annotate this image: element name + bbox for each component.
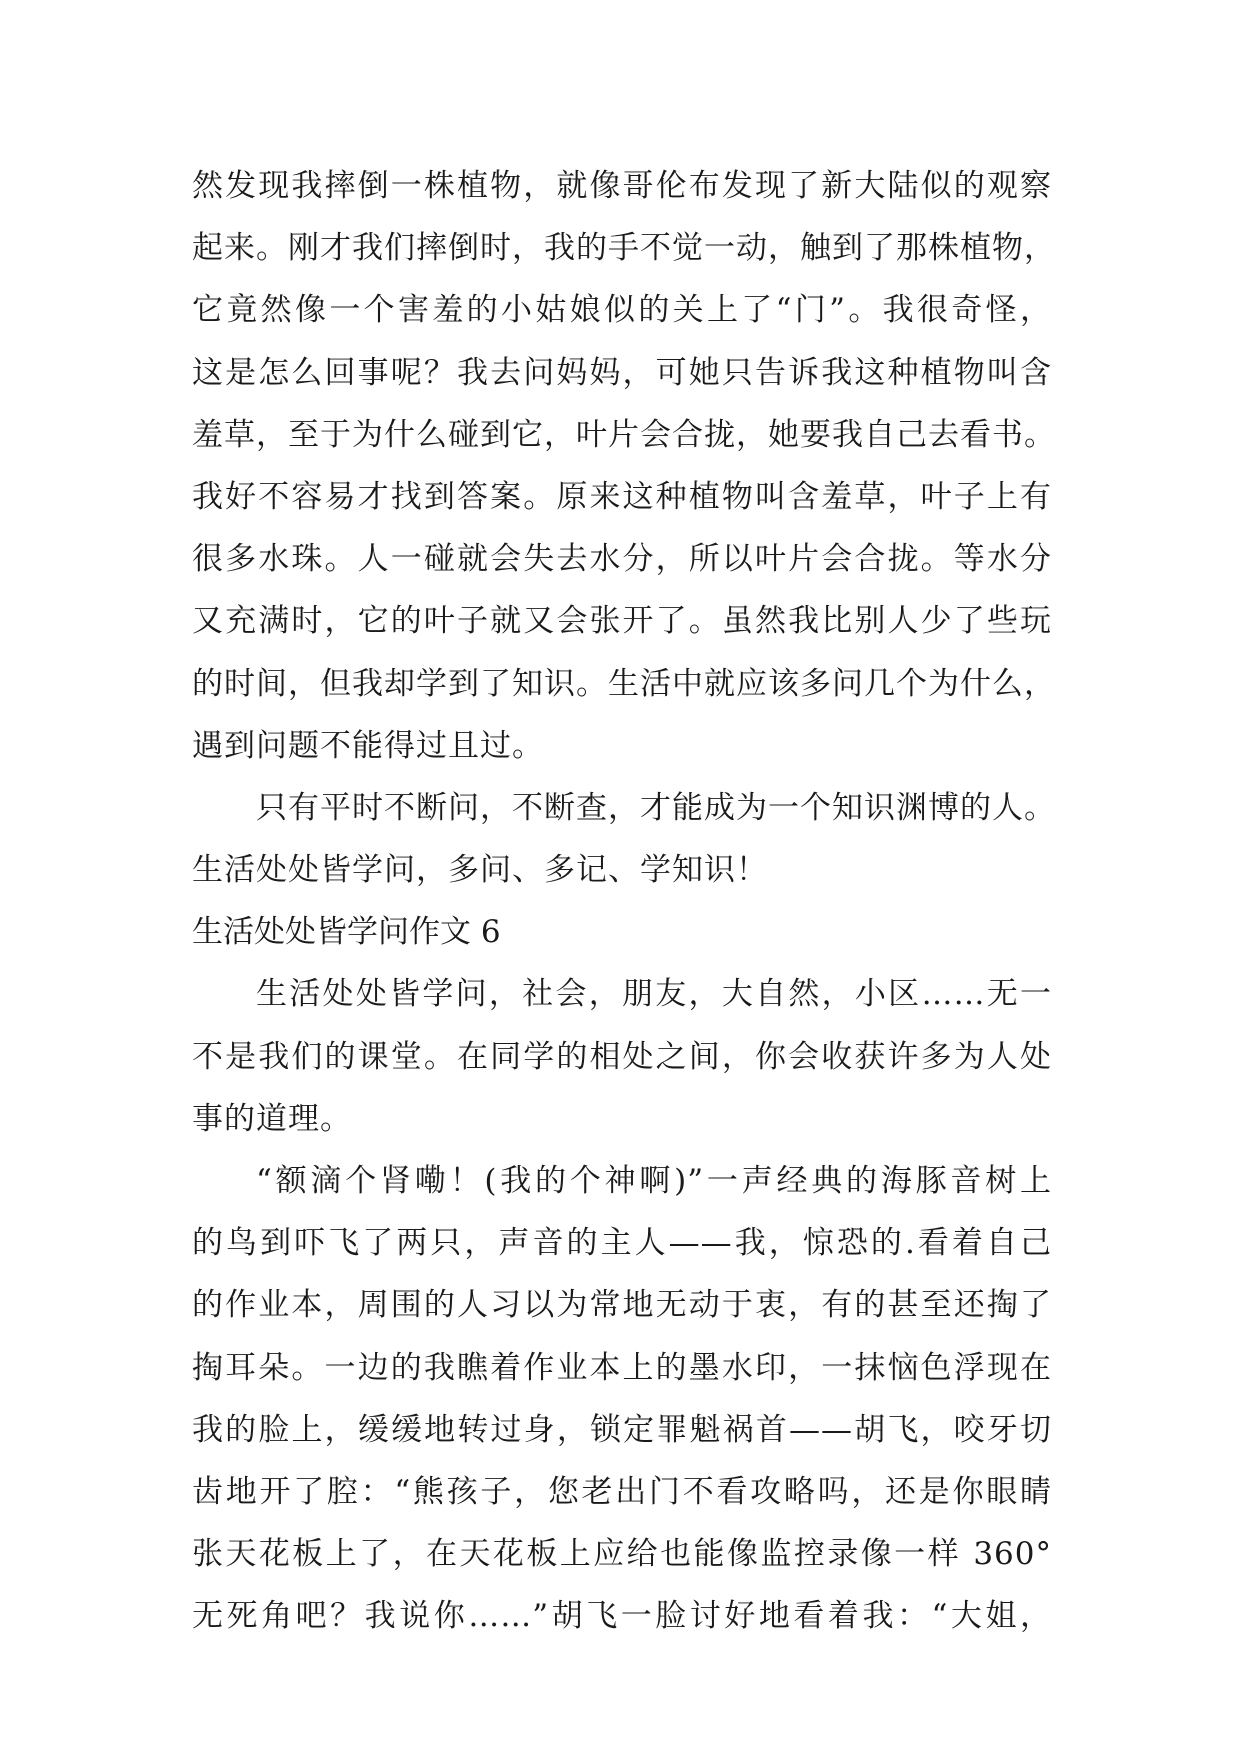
text-line: 起来。刚才我们摔倒时，我的手不觉一动，触到了那株植物， [192, 230, 1056, 267]
text-line: 又充满时，它的叶子就又会张开了。虽然我比别人少了些玩 [192, 603, 1052, 640]
text-line: 我好不容易才找到答案。原来这种植物叫含羞草，叶子上有 [192, 478, 1052, 515]
text-line: 不是我们的课堂。在同学的相处之间，你会收获许多为人处 [192, 1038, 1052, 1075]
text-line: 我的脸上，缓缓地转过身，锁定罪魁祸首——胡飞，咬牙切 [192, 1411, 1052, 1448]
text-line: 的作业本，周围的人习以为常地无动于衷，有的甚至还掏了 [192, 1287, 1052, 1324]
text-line: 它竟然像一个害羞的小姑娘似的关上了“门”。我很奇怪， [192, 292, 1052, 329]
text-line: 羞草，至于为什么碰到它，叶片会合拢，她要我自己去看书。 [192, 416, 1056, 453]
text-line: 齿地开了腔：“熊孩子，您老出门不看攻略吗，还是你眼睛 [192, 1473, 1052, 1510]
text-line: 张天花板上了，在天花板上应给也能像监控录像一样 360° [192, 1536, 1052, 1573]
text-line: 很多水珠。人一碰就会失去水分，所以叶片会合拢。等水分 [192, 541, 1052, 578]
text-line: 的时间，但我却学到了知识。生活中就应该多问几个为什么， [192, 665, 1056, 702]
text-line: 然发现我摔倒一株植物，就像哥伦布发现了新大陆似的观察 [192, 168, 1052, 204]
text-line: 无死角吧？我说你……”胡飞一脸讨好地看着我：“大姐， [192, 1598, 1052, 1635]
text-line: 生活处处皆学问，多问、多记、学知识！ [192, 852, 768, 889]
section-heading: 生活处处皆学问作文 6 [192, 914, 501, 951]
text-line: 事的道理。 [192, 1100, 352, 1137]
text-line: “额滴个肾嘞！(我的个神啊)”一声经典的海豚音树上 [256, 1163, 1052, 1199]
text-line: 生活处处皆学问，社会，朋友，大自然，小区……无一 [256, 976, 1052, 1013]
text-line: 掏耳朵。一边的我瞧着作业本上的墨水印，一抹恼色浮现在 [192, 1349, 1052, 1386]
text-line: 只有平时不断问，不断查，才能成为一个知识渊博的人。 [256, 789, 1056, 826]
document-body [192, 155, 1056, 1648]
text-line: 这是怎么回事呢？我去问妈妈，可她只告诉我这种植物叫含 [192, 354, 1052, 391]
text-line: 的鸟到吓飞了两只，声音的主人——我，惊恐的.看着自己 [192, 1225, 1052, 1262]
text-line: 遇到问题不能得过且过。 [192, 727, 544, 764]
